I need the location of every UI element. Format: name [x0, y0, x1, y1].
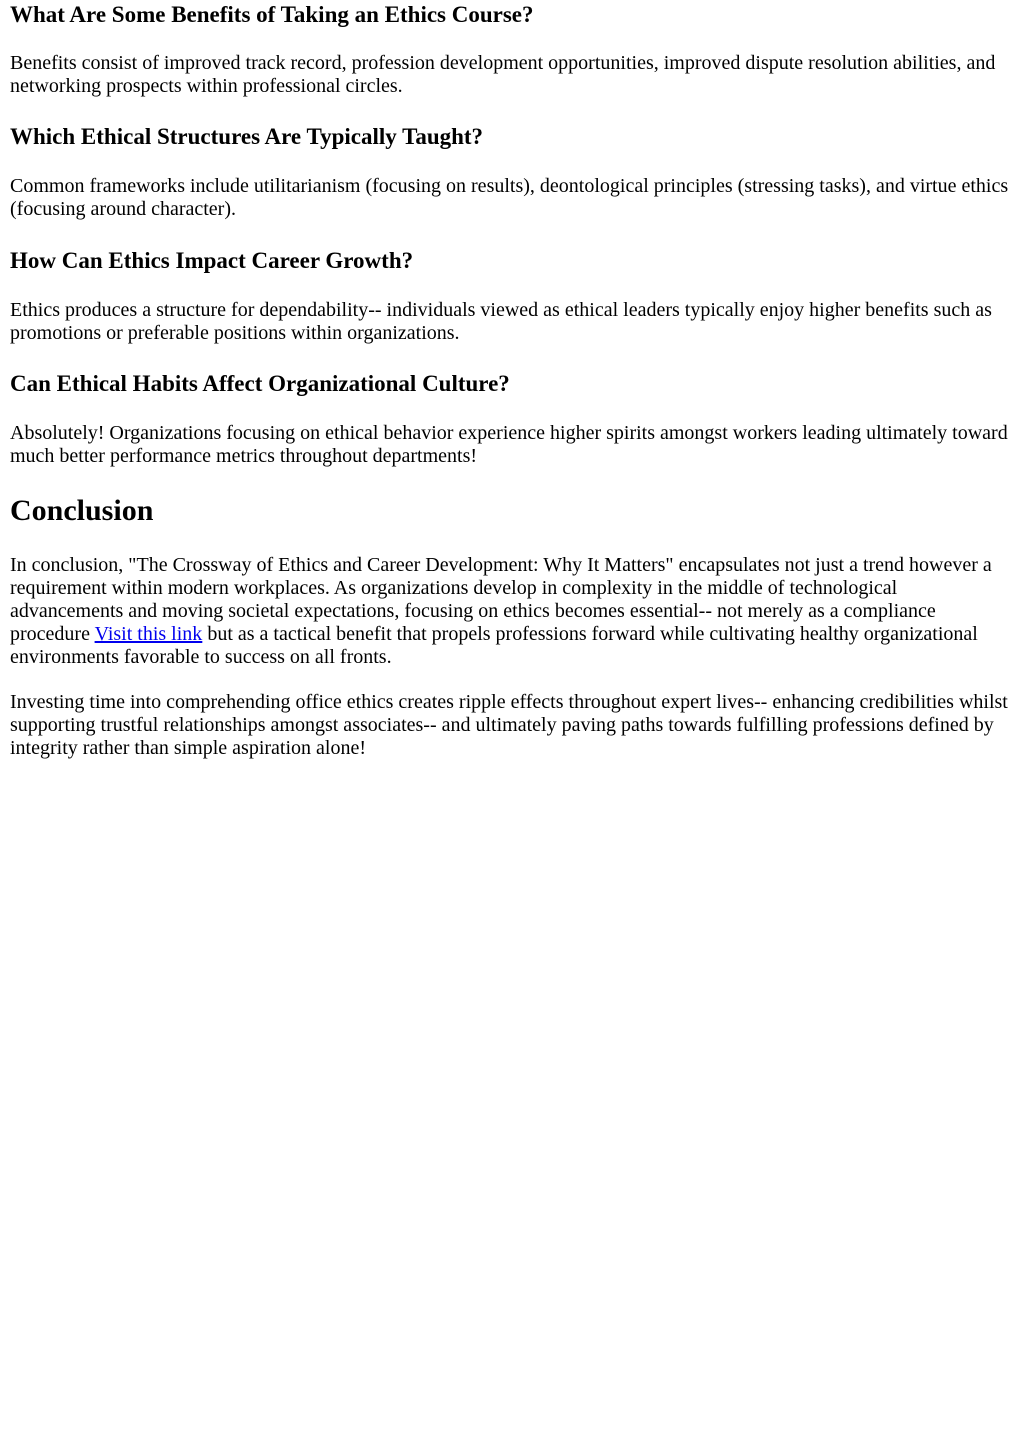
conclusion-text-before-link: In conclusion, "The Crossway of Ethics and Career Development: Why It Matters" encapsulates not just a trend however a requirement within modern workplaces. As organizations develop in complexity in the middle of technological advancements and moving societal expectations, focusing on ethics becomes essential-- not merely as a compliance procedure: [10, 554, 992, 645]
faq-question-2: Which Ethical Structures Are Typically Taught?: [10, 124, 484, 149]
faq-answer-2: Common frameworks include utilitarianism (focusing on results), deontological principles (stressing tasks), and virtue ethics (focusing around character).: [10, 175, 1009, 220]
faq-question-4: Can Ethical Habits Affect Organizational Culture?: [10, 371, 510, 396]
faq-question-1: What Are Some Benefits of Taking an Ethics Course?: [10, 2, 534, 27]
conclusion-paragraph-2: Investing time into comprehending office ethics creates ripple effects throughout expert lives-- enhancing credibilities whilst supporting trustful relationships amongst associates-- and ultimately paving paths towards fulfilling professions defined by integrity rather than simple aspiration alone!: [10, 691, 1008, 759]
faq-answer-4: Absolutely! Organizations focusing on ethical behavior experience higher spirits amongst workers leading ultimately toward much better performance metrics throughout departments!: [10, 422, 1008, 467]
faq-answer-1: Benefits consist of improved track record, profession development opportunities, improved dispute resolution abilities, and networking prospects within professional circles.: [10, 52, 996, 97]
conclusion-text-after-link: but as a tactical benefit that propels professions forward while cultivating healthy organizational environments favorable to success on all fronts.: [10, 623, 978, 668]
visit-this-link[interactable]: Visit this link: [94, 623, 203, 645]
conclusion-heading: Conclusion: [10, 494, 154, 527]
conclusion-paragraph-1: [10, 554, 1013, 669]
faq-question-3: How Can Ethics Impact Career Growth?: [10, 248, 414, 273]
faq-answer-3: Ethics produces a structure for dependability-- individuals viewed as ethical leaders typically enjoy higher benefits such as promotions or preferable positions within organizations.: [10, 299, 992, 344]
